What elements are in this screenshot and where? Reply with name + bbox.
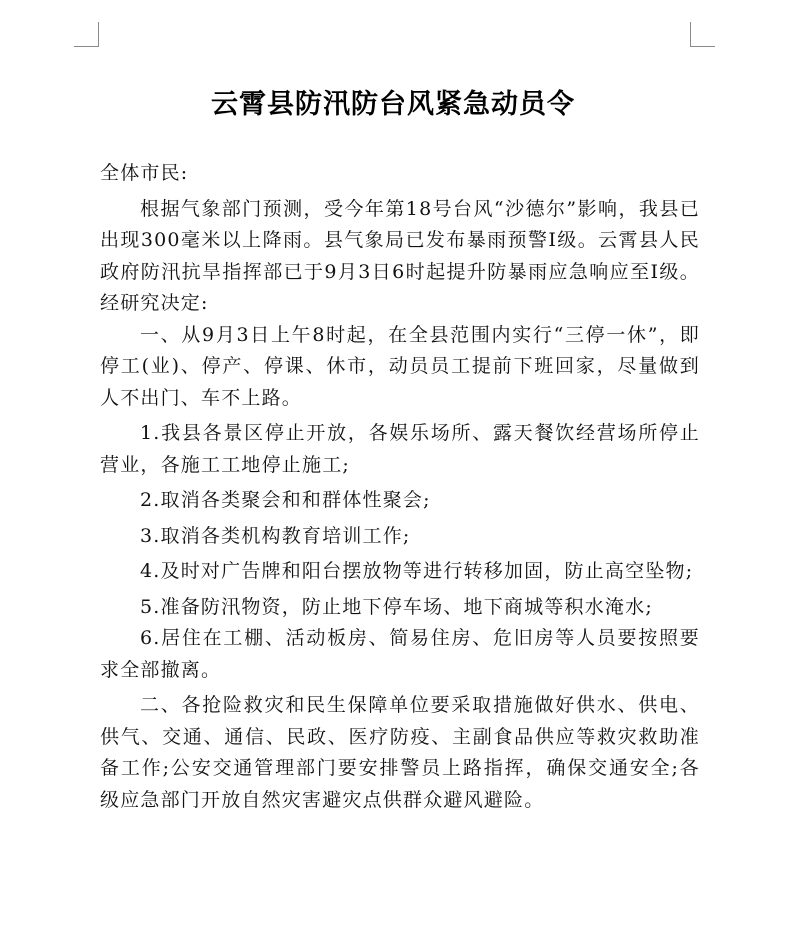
paragraph-sub-6: 6.居住在工棚、活动板房、简易住房、危旧房等人员要按照要求全部撤离。 bbox=[100, 627, 700, 681]
paragraph-sub-2: 2.取消各类聚会和和群体性聚会; bbox=[140, 489, 431, 511]
crop-mark-top-right bbox=[690, 22, 715, 47]
paragraph-sub-3: 3.取消各类机构教育培训工作; bbox=[140, 524, 411, 547]
paragraph-sub-1: 1.我县各景区停止开放，各娱乐场所、露天餐饮经营场所停止营业，各施工工地停止施工; bbox=[100, 422, 700, 476]
paragraph-sub-5: 5.准备防汛物资，防止地下停车场、地下商城等积水淹水; bbox=[140, 595, 653, 618]
paragraph-item-one: 一、从9月3日上午8时起，在全县范围内实行“三停一休”，即停工(业)、停产、停课、休市，动员员工提前下班回家，尽量做到人不出门、车不上路。 bbox=[100, 323, 700, 409]
paragraph-intro: 根据气象部门预测，受今年第18号台风“沙德尔”影响，我县已出现300毫米以上降雨。县气象局已发布暴雨预警Ⅰ级。云霄县人民政府防汛抗旱指挥部已于9月3日6时起提升防暴雨应急响应至Ⅰ级。经研究决定: bbox=[100, 197, 700, 314]
paragraph-item-two: 二、各抢险救灾和民生保障单位要采取措施做好供水、供电、供气、交通、通信、民政、医疗防疫、主副食品供应等救灾救助准备工作;公安交通管理部门要安排警员上路指挥，确保交通安全;各级应急部门开放自然灾害避灾点供群众避风避险。 bbox=[100, 694, 700, 811]
salutation: 全体市民: bbox=[100, 162, 189, 184]
crop-mark-top-left bbox=[74, 22, 99, 47]
document-body bbox=[100, 158, 700, 816]
document-title: 云霄县防汛防台风紧急动员令 bbox=[211, 89, 575, 120]
paragraph-sub-4: 4.及时对广告牌和阳台摆放物等进行转移加固，防止高空坠物; bbox=[140, 560, 694, 582]
